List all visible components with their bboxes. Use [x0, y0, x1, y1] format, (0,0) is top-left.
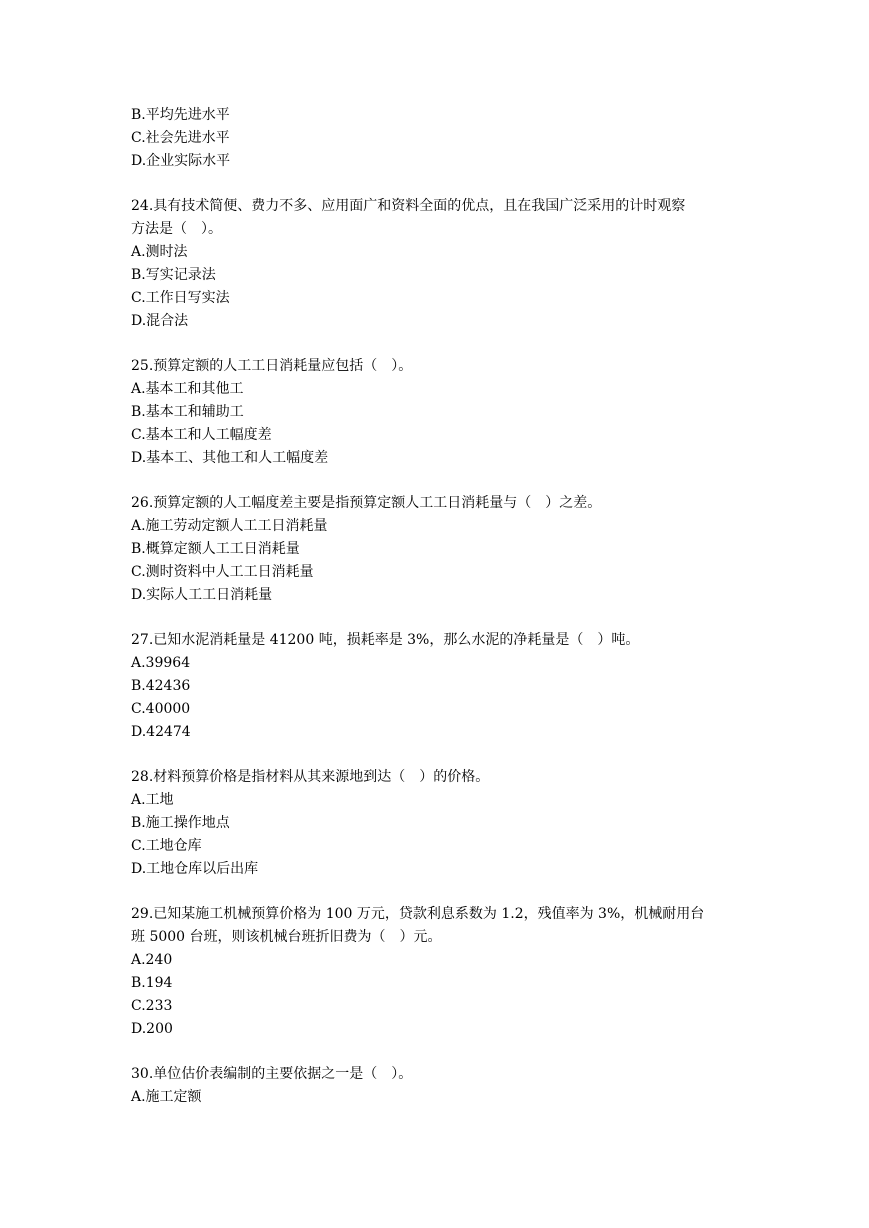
- question-stem: 班 5000 台班，则该机械台班折旧费为（ ）元。: [131, 929, 442, 945]
- option: C.基本工和人工幅度差: [131, 427, 272, 443]
- option: C.40000: [131, 701, 191, 717]
- option: C.工地仓库: [131, 838, 202, 854]
- option: B.基本工和辅助工: [131, 404, 244, 420]
- question-stem: 29.已知某施工机械预算价格为 100 万元，贷款利息系数为 1.2，残值率为 3%，机械耐用台: [131, 906, 705, 922]
- option: B.写实记录法: [131, 267, 216, 283]
- option: A.施工定额: [131, 1089, 202, 1105]
- option: A.240: [131, 952, 173, 968]
- option: A.39964: [131, 655, 191, 671]
- question-stem: 27.已知水泥消耗量是 41200 吨，损耗率是 3%，那么水泥的净耗量是（ ）吨。: [131, 632, 640, 648]
- question-25: [131, 355, 771, 470]
- question-stem: 24.具有技术简便、费力不多、应用面广和资料全面的优点，且在我国广泛采用的计时观察: [131, 198, 686, 214]
- question-content: [131, 104, 771, 1109]
- continued-options: [131, 104, 771, 173]
- option: C.233: [131, 998, 173, 1014]
- question-stem: 30.单位估价表编制的主要依据之一是（ ）。: [131, 1066, 413, 1082]
- question-26: [131, 492, 771, 607]
- option: A.工地: [131, 792, 174, 808]
- question-30: [131, 1063, 771, 1109]
- question-24: [131, 195, 771, 333]
- option: B.概算定额人工工日消耗量: [131, 541, 300, 557]
- question-27: [131, 629, 771, 744]
- option: D.42474: [131, 724, 191, 740]
- option: D.实际人工工日消耗量: [131, 587, 273, 603]
- option: C.社会先进水平: [131, 130, 230, 146]
- option: D.基本工、其他工和人工幅度差: [131, 450, 329, 466]
- question-29: [131, 903, 771, 1041]
- question-stem: 方法是（ ）。: [131, 221, 222, 237]
- option: D.工地仓库以后出库: [131, 861, 259, 877]
- question-stem: 26.预算定额的人工幅度差主要是指预算定额人工工日消耗量与（ ）之差。: [131, 495, 602, 511]
- option: D.200: [131, 1021, 173, 1037]
- question-stem: 25.预算定额的人工工日消耗量应包括（ ）。: [131, 358, 413, 374]
- option: B.194: [131, 975, 173, 991]
- question-stem: 28.材料预算价格是指材料从其来源地到达（ ）的价格。: [131, 769, 490, 785]
- option: D.混合法: [131, 313, 189, 329]
- option: B.42436: [131, 678, 191, 694]
- option: A.施工劳动定额人工工日消耗量: [131, 518, 328, 534]
- option: C.测时资料中人工工日消耗量: [131, 564, 314, 580]
- option: A.基本工和其他工: [131, 381, 244, 397]
- question-28: [131, 766, 771, 881]
- option: C.工作日写实法: [131, 290, 230, 306]
- option: D.企业实际水平: [131, 153, 231, 169]
- option: B.施工操作地点: [131, 815, 230, 831]
- option: B.平均先进水平: [131, 107, 230, 123]
- option: A.测时法: [131, 244, 188, 260]
